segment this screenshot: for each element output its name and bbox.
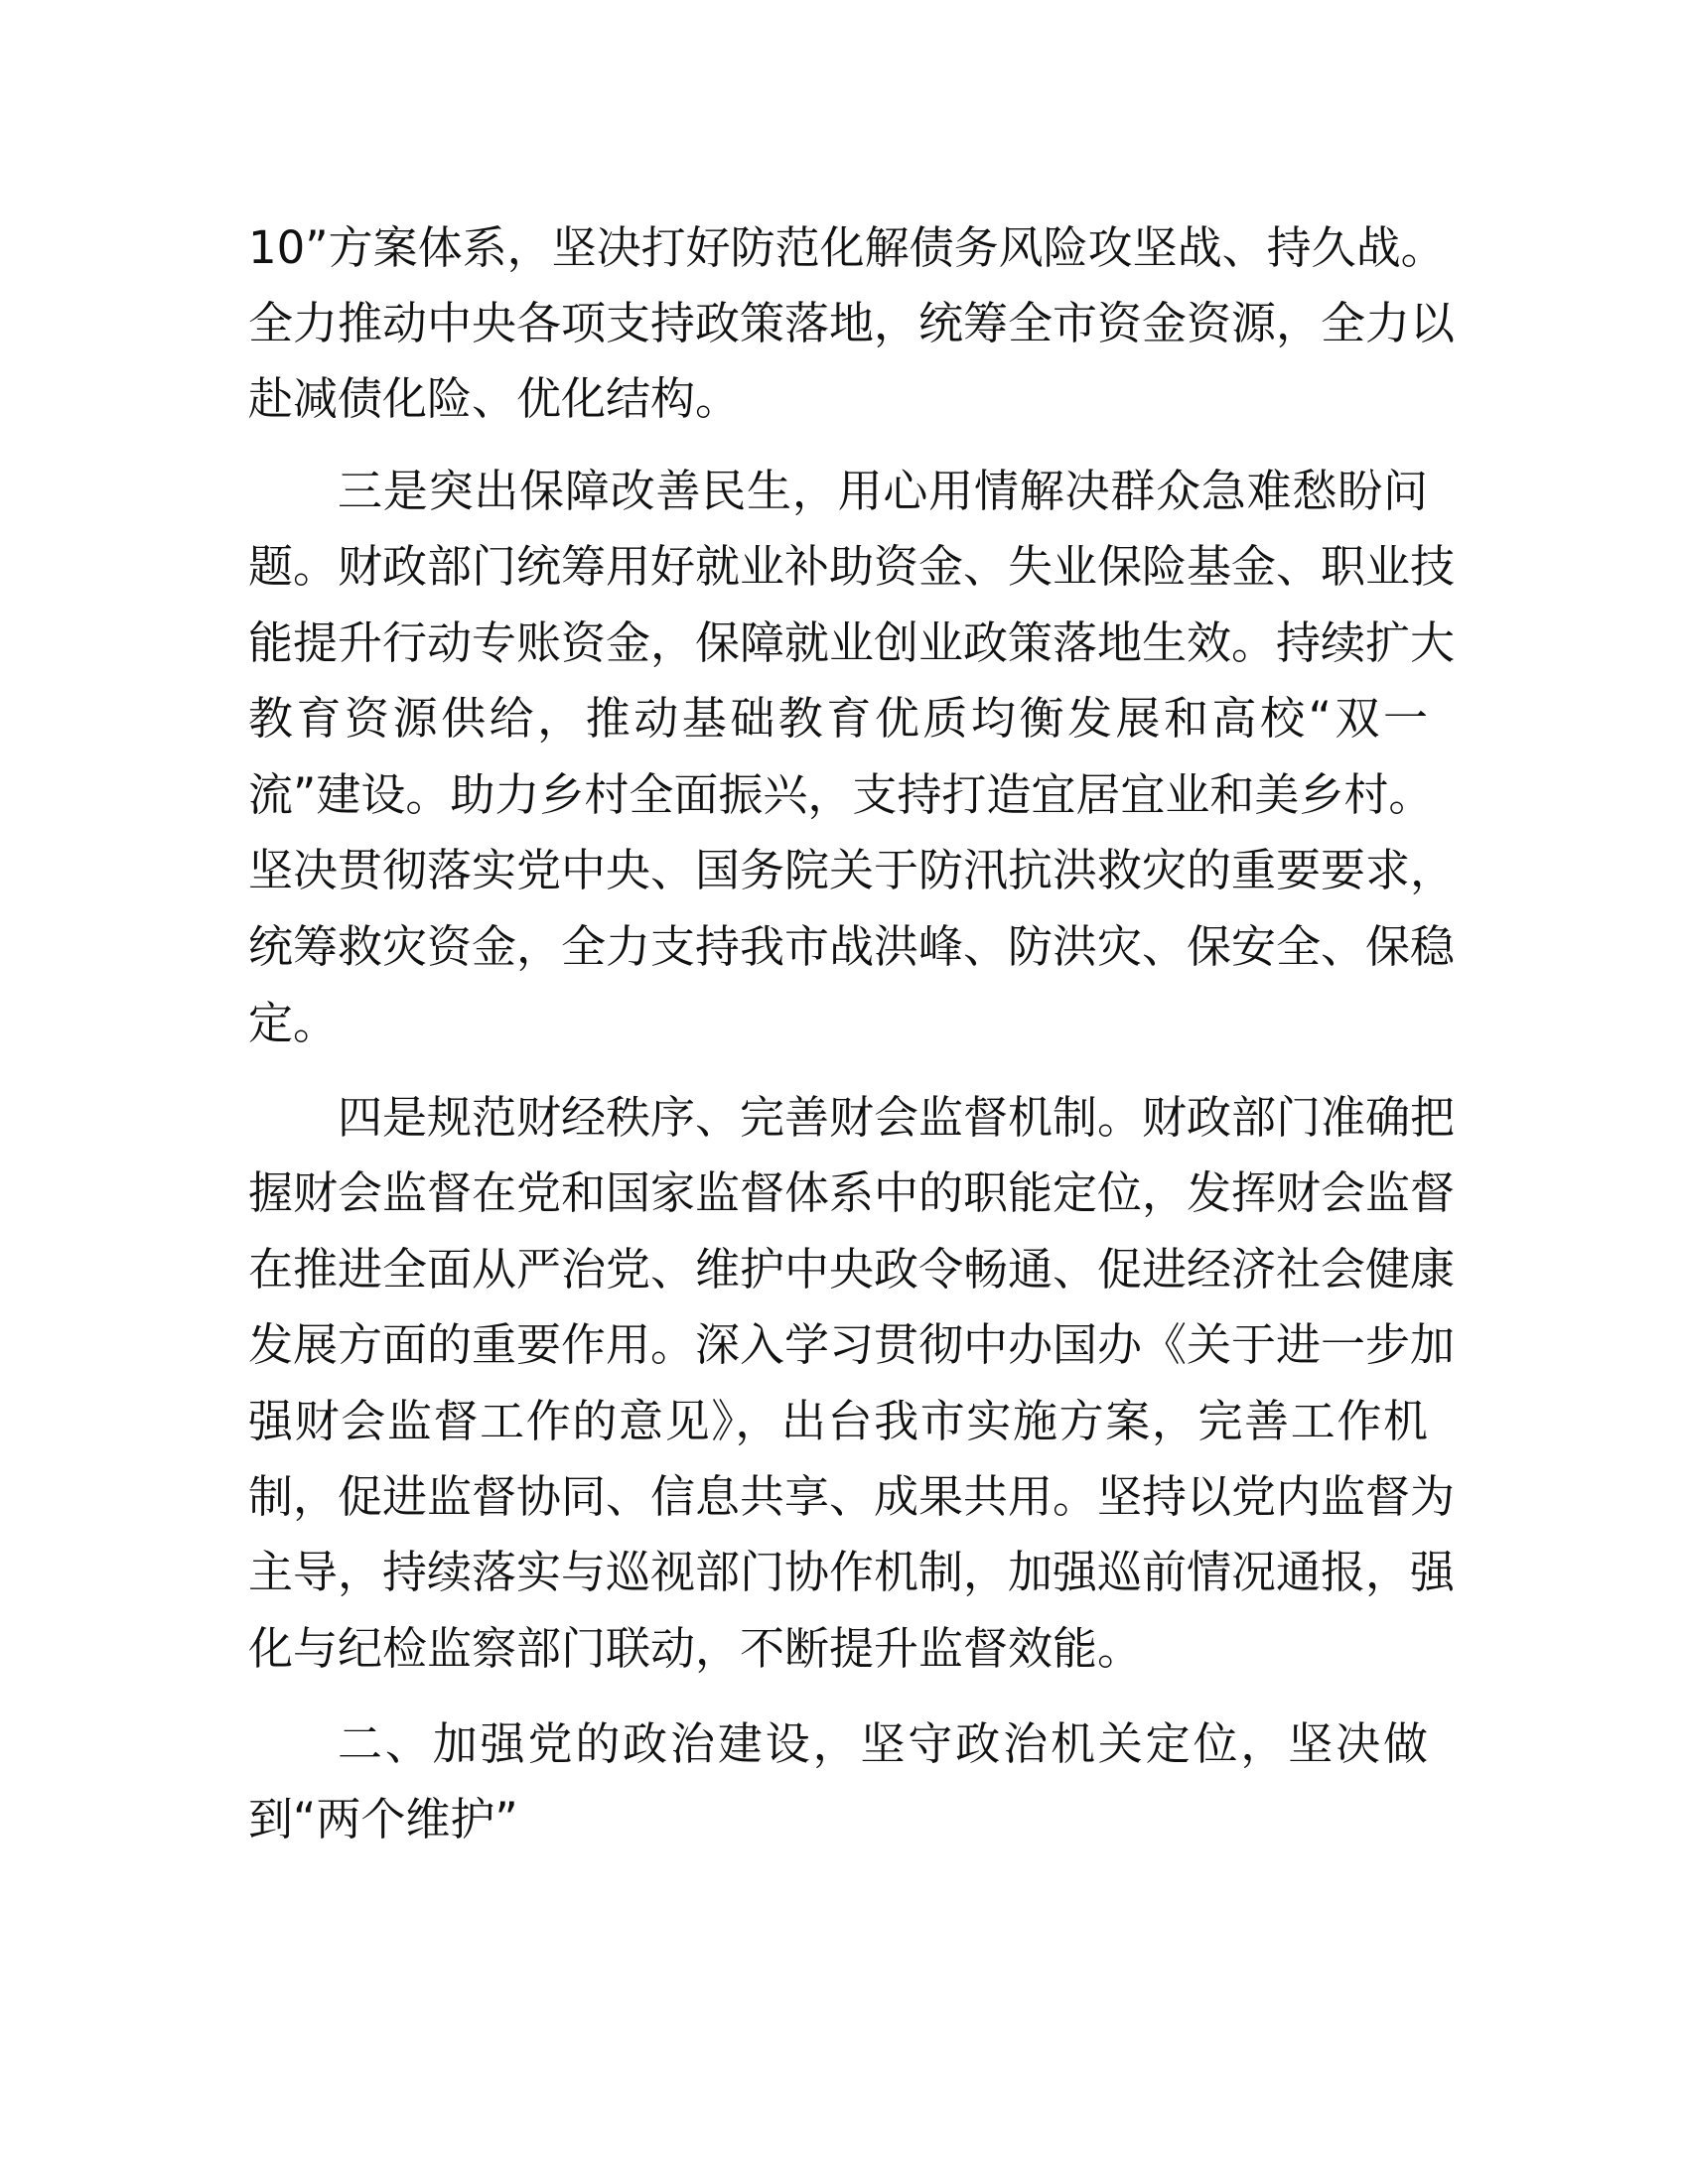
text-line: 教育资源供给，推动基础教育优质均衡发展和高校“双一 xyxy=(248,692,1428,745)
text-line: 题。财政部门统筹用好就业补助资金、失业保险基金、职业技 xyxy=(248,540,1456,593)
text-line: 定。 xyxy=(248,997,339,1049)
text-line: 在推进全面从严治党、维护中央政令畅通、促进经济社会健康 xyxy=(248,1243,1456,1296)
text-line: 坚决贯彻落实党中央、国务院关于防汛抗洪救灾的重要要求， xyxy=(248,844,1456,896)
text-line: 赴减债化险、优化结构。 xyxy=(248,372,741,425)
text-line: 强财会监督工作的意见》，出台我市实施方案，完善工作机 xyxy=(248,1395,1428,1447)
text-line: 能提升行动专账资金，保障就业创业政策落地生效。持续扩大 xyxy=(248,616,1456,669)
text-line: 三是突出保障改善民生，用心用情解决群众急难愁盼问 xyxy=(338,465,1428,517)
text-line: 二、加强党的政治建设，坚守政治机关定位，坚决做 xyxy=(338,1717,1428,1770)
text-line: 10”方案体系，坚决打好防范化解债务风险攻坚战、持久战。 xyxy=(248,221,1446,274)
text-line: 握财会监督在党和国家监督体系中的职能定位，发挥财会监督 xyxy=(248,1166,1456,1219)
text-line: 发展方面的重要作用。深入学习贯彻中办国办《关于进一步加 xyxy=(248,1318,1456,1371)
text-line: 化与纪检监察部门联动，不断提升监督效能。 xyxy=(248,1622,1143,1675)
text-line: 流”建设。助力乡村全面振兴，支持打造宜居宜业和美乡村。 xyxy=(248,768,1434,821)
text-line: 制，促进监督协同、信息共享、成果共用。坚持以党内监督为 xyxy=(248,1470,1456,1523)
text-line: 到“两个维护” xyxy=(248,1793,518,1845)
text-line: 四是规范财经秩序、完善财会监督机制。财政部门准确把 xyxy=(338,1091,1456,1144)
text-line: 统筹救灾资金，全力支持我市战洪峰、防洪灾、保安全、保稳 xyxy=(248,920,1456,973)
text-line: 全力推动中央各项支持政策落地，统筹全市资金资源，全力以 xyxy=(248,297,1456,349)
text-line: 主导，持续落实与巡视部门协作机制，加强巡前情况通报，强 xyxy=(248,1546,1456,1598)
